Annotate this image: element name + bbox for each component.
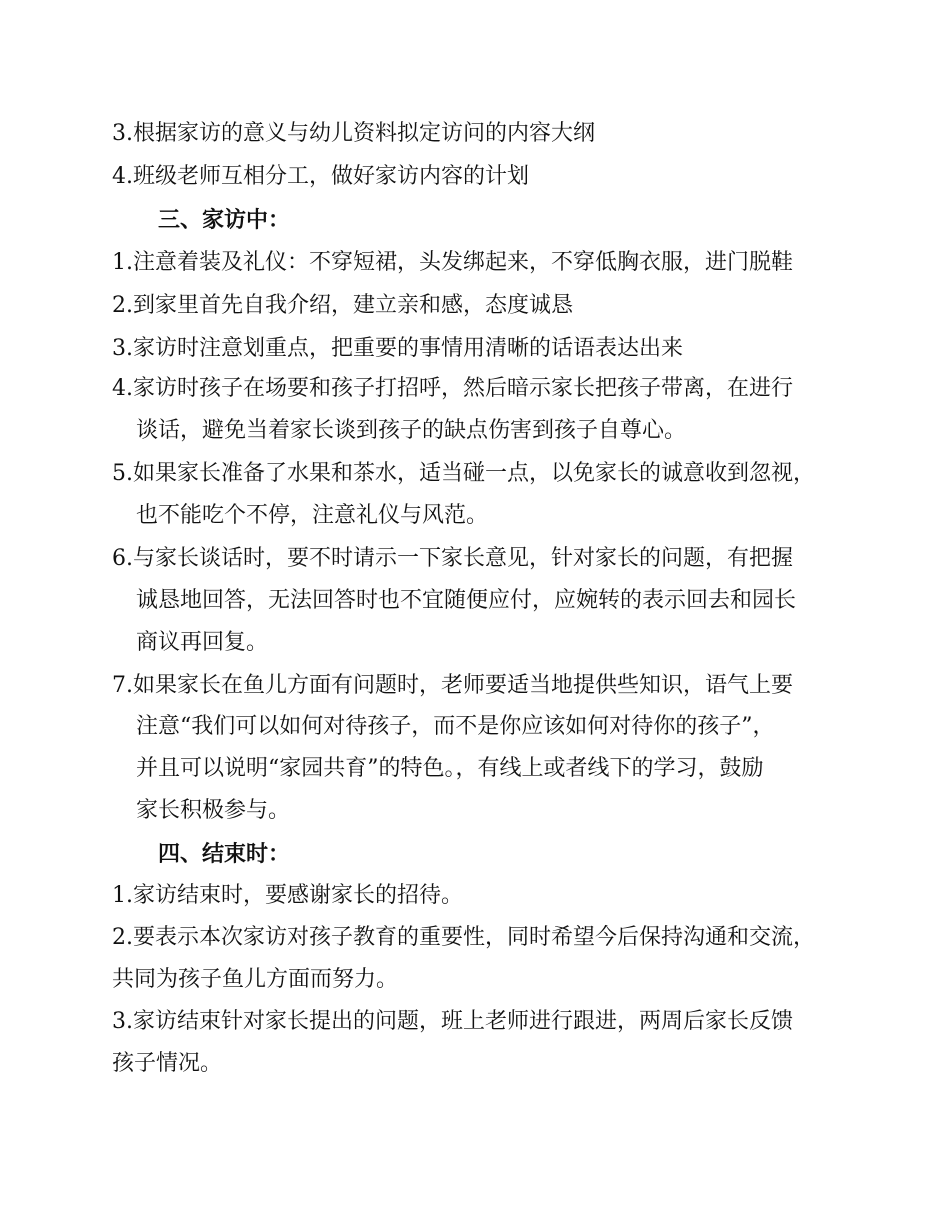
- list-item-continuation: 谈话，避免当着家长谈到孩子的缺点伤害到孩子自尊心。: [136, 418, 687, 443]
- list-item-continuation: 并且可以说明“家园共育”的特色。，有线上或者线下的学习，鼓励: [136, 756, 764, 781]
- list-item: 2.到家里首先自我介绍，建立亲和感，态度诚恳: [112, 293, 573, 318]
- list-item: 4.家访时孩子在场要和孩子打招呼，然后暗示家长把孩子带离，在进行: [112, 376, 793, 401]
- section-heading: 三、家访中：: [158, 207, 291, 233]
- list-item: 1.注意着装及礼仪：不穿短裙，头发绑起来，不穿低胸衣服，进门脱鞋: [112, 250, 793, 275]
- list-item: 7.如果家长在鱼儿方面有问题时，老师要适当地提供些知识，语气上要: [112, 673, 793, 698]
- list-item-continuation: 孩子情况。: [112, 1051, 223, 1076]
- list-item: 1.家访结束时，要感谢家长的招待。: [112, 883, 463, 908]
- list-item-continuation: 注意“我们可以如何对待孩子，而不是你应该如何对待你的孩子”，: [136, 714, 775, 739]
- list-item: 4.班级老师互相分工，做好家访内容的计划: [112, 164, 529, 189]
- list-item: 5.如果家长准备了水果和茶水，适当碰一点，以免家长的诚意收到忽视，: [112, 461, 815, 486]
- list-item: 3.家访时注意划重点，把重要的事情用清晰的话语表达出来: [112, 336, 683, 361]
- list-item-continuation: 共同为孩子鱼儿方面而努力。: [112, 967, 399, 992]
- list-item: 3.家访结束针对家长提出的问题，班上老师进行跟进，两周后家长反馈: [112, 1009, 793, 1034]
- list-item-continuation: 诚恳地回答，无法回答时也不宜随便应付，应婉转的表示回去和园长: [136, 588, 797, 613]
- list-item-continuation: 也不能吃个不停，注意礼仪与风范。: [136, 503, 489, 528]
- list-item: 2.要表示本次家访对孩子教育的重要性，同时希望今后保持沟通和交流，: [112, 925, 815, 950]
- section-heading: 四、结束时：: [158, 841, 291, 867]
- list-item-continuation: 商议再回复。: [136, 630, 269, 655]
- list-item: 6.与家长谈话时，要不时请示一下家长意见，针对家长的问题，有把握: [112, 546, 793, 571]
- list-item-continuation: 家长积极参与。: [136, 798, 291, 823]
- list-item: 3.根据家访的意义与幼儿资料拟定访问的内容大纲: [112, 121, 595, 146]
